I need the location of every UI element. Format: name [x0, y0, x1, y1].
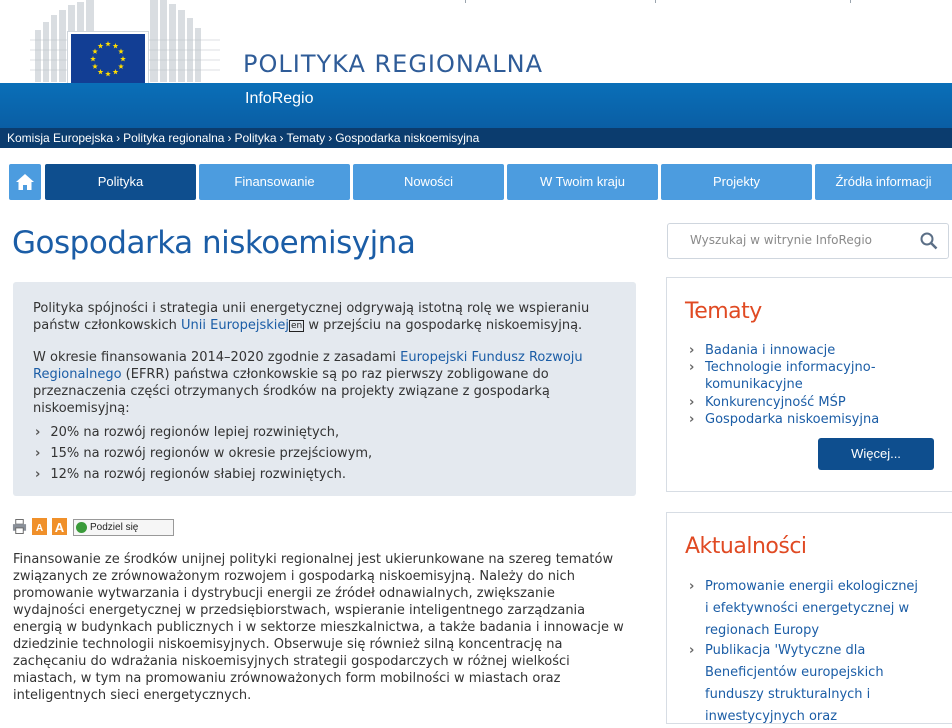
nav-tab-zrodla-informacji[interactable]: Źródła informacji [815, 164, 952, 200]
news-link[interactable] [691, 576, 921, 642]
topic-label[interactable]: Konkurencyjność MŚP [705, 395, 846, 410]
breadcrumb-separator-icon: › [328, 131, 333, 145]
breadcrumb-item[interactable]: Komisja Europejska [7, 131, 114, 145]
news-label[interactable]: Publikacja 'Wytyczne dla Beneficjentów europejskich funduszy strukturalnych i inwestycyjnych oraz [705, 643, 884, 724]
topic-link[interactable] [691, 342, 835, 359]
more-topics-button[interactable]: Więcej... [818, 438, 934, 470]
chevron-right-icon: › [689, 360, 695, 375]
font-decrease-icon[interactable] [32, 518, 47, 535]
site-subtitle[interactable]: InfoRegio [245, 90, 314, 107]
bullet-text: 15% na rozwój regionów w okresie przejściowym, [50, 446, 373, 461]
topic-label[interactable]: Gospodarka niskoemisyjna [705, 412, 880, 427]
chevron-right-icon: › [689, 395, 695, 410]
bullet-text: 12% na rozwój regionów słabiej rozwiniętych. [50, 467, 347, 482]
site-title[interactable]: POLITYKA REGIONALNA [243, 50, 544, 78]
page-title: Gospodarka niskoemisyjna [12, 225, 416, 261]
top-divider-line [465, 0, 952, 3]
home-icon [15, 173, 35, 191]
bullet-text: 20% na rozwój regionów lepiej rozwiniętych, [50, 425, 340, 440]
nav-tab-nowosci[interactable]: Nowości [353, 164, 504, 200]
intro-bullet [35, 425, 339, 440]
breadcrumb-item[interactable]: Tematy [286, 131, 326, 145]
topic-label[interactable]: Technologie informacyjno-komunikacyjne [705, 360, 876, 392]
topic-link[interactable] [691, 394, 846, 411]
topics-heading: Tematy [685, 299, 762, 324]
svg-text:A: A [54, 520, 65, 535]
breadcrumb [0, 128, 952, 148]
news-box [666, 512, 952, 724]
chevron-right-icon: › [35, 467, 41, 482]
breadcrumb-item[interactable]: Polityka [234, 131, 277, 145]
header-blue-band [0, 83, 952, 128]
breadcrumb-item[interactable]: Polityka regionalna [123, 131, 225, 145]
news-label[interactable]: Promowanie energii ekologicznej i efektywności energetycznej w regionach Europy [705, 579, 919, 638]
nav-tab-w-twoim-kraju[interactable]: W Twoim kraju [507, 164, 658, 200]
search-icon[interactable] [920, 232, 938, 250]
topics-box [666, 277, 952, 492]
nav-tab-polityka[interactable]: Polityka [45, 164, 196, 200]
efrr-link[interactable]: Europejski Fundusz Rozwoju Regionalnego [33, 350, 583, 382]
header [0, 0, 952, 83]
chevron-right-icon: › [689, 579, 695, 594]
body-paragraph: Finansowanie ze środków unijnej polityki regionalnej jest ukierunkowane na szereg tematów związanych ze zrównoważonym rozwojem i gospodarką niskoemisyjną. Należy do nich promowanie wytwarzania i dystrybucji energii ze źródeł odnawialnych, zwiększanie wydajności energetycznej w przedsiębiorstwach, wspieranie inteligentnego zarządzania energią w budynkach publicznych i w sektorze mieszkalnictwa, a także badania i innowacje w dziedzinie technologii niskoemisyjnych. Obserwuje się również silną koncentrację na zachęcaniu do wdrażania niskoemisyjnych strategii gospodarczych w różnej wielkości miastach, w tym na promowaniu zrównoważonych form mobilności w miastach oraz inteligentnych sieci energetycznych. [13, 552, 624, 703]
chevron-right-icon: › [35, 446, 41, 461]
intro-text: w przejściu na gospodarkę niskoemisyjną. [304, 318, 583, 333]
search-input[interactable] [688, 232, 912, 248]
nav-home-button[interactable] [9, 164, 41, 200]
nav-tab-projekty[interactable]: Projekty [661, 164, 812, 200]
topic-link[interactable] [691, 359, 891, 393]
print-icon[interactable] [12, 518, 27, 535]
breadcrumb-current: Gospodarka niskoemisyjna [335, 131, 480, 145]
share-icon [76, 522, 87, 533]
eu-link[interactable]: Unii Europejskiej [181, 318, 290, 333]
intro-paragraph-1 [33, 300, 593, 334]
main-navigation [0, 160, 952, 202]
chevron-right-icon: › [689, 412, 695, 427]
intro-bullet [35, 446, 372, 461]
search-box [667, 223, 949, 259]
share-button[interactable] [73, 519, 174, 536]
breadcrumb-separator-icon: › [227, 131, 232, 145]
font-increase-icon[interactable] [52, 518, 67, 535]
intro-text: W okresie finansowania 2014–2020 zgodnie z zasadami [33, 350, 401, 365]
breadcrumb-separator-icon: › [279, 131, 284, 145]
topic-link[interactable] [691, 411, 879, 428]
news-link[interactable] [691, 640, 936, 728]
share-label: Podziel się [90, 522, 139, 533]
breadcrumb-separator-icon: › [116, 131, 121, 145]
intro-text: (EFRR) państwa członkowskie są po raz pierwszy zobligowane do przeznaczenia części otrzymanych środków na projekty związane z gospodarką niskoemisyjną: [33, 367, 550, 416]
eu-flag-icon [71, 34, 145, 84]
intro-bullet [35, 467, 346, 482]
chevron-right-icon: › [689, 343, 695, 358]
intro-text: Polityka spójności i strategia unii energetycznej odgrywają istotną rolę we wspieraniu państw członkowskich [33, 301, 590, 333]
chevron-right-icon: › [689, 643, 695, 658]
chevron-right-icon: › [35, 425, 41, 440]
language-badge-en: en [291, 320, 303, 331]
topic-label[interactable]: Badania i innowacje [705, 343, 836, 358]
nav-tab-finansowanie[interactable]: Finansowanie [199, 164, 350, 200]
news-heading: Aktualności [685, 534, 807, 559]
intro-paragraph-2 [33, 349, 608, 417]
svg-text:A: A [35, 523, 44, 534]
